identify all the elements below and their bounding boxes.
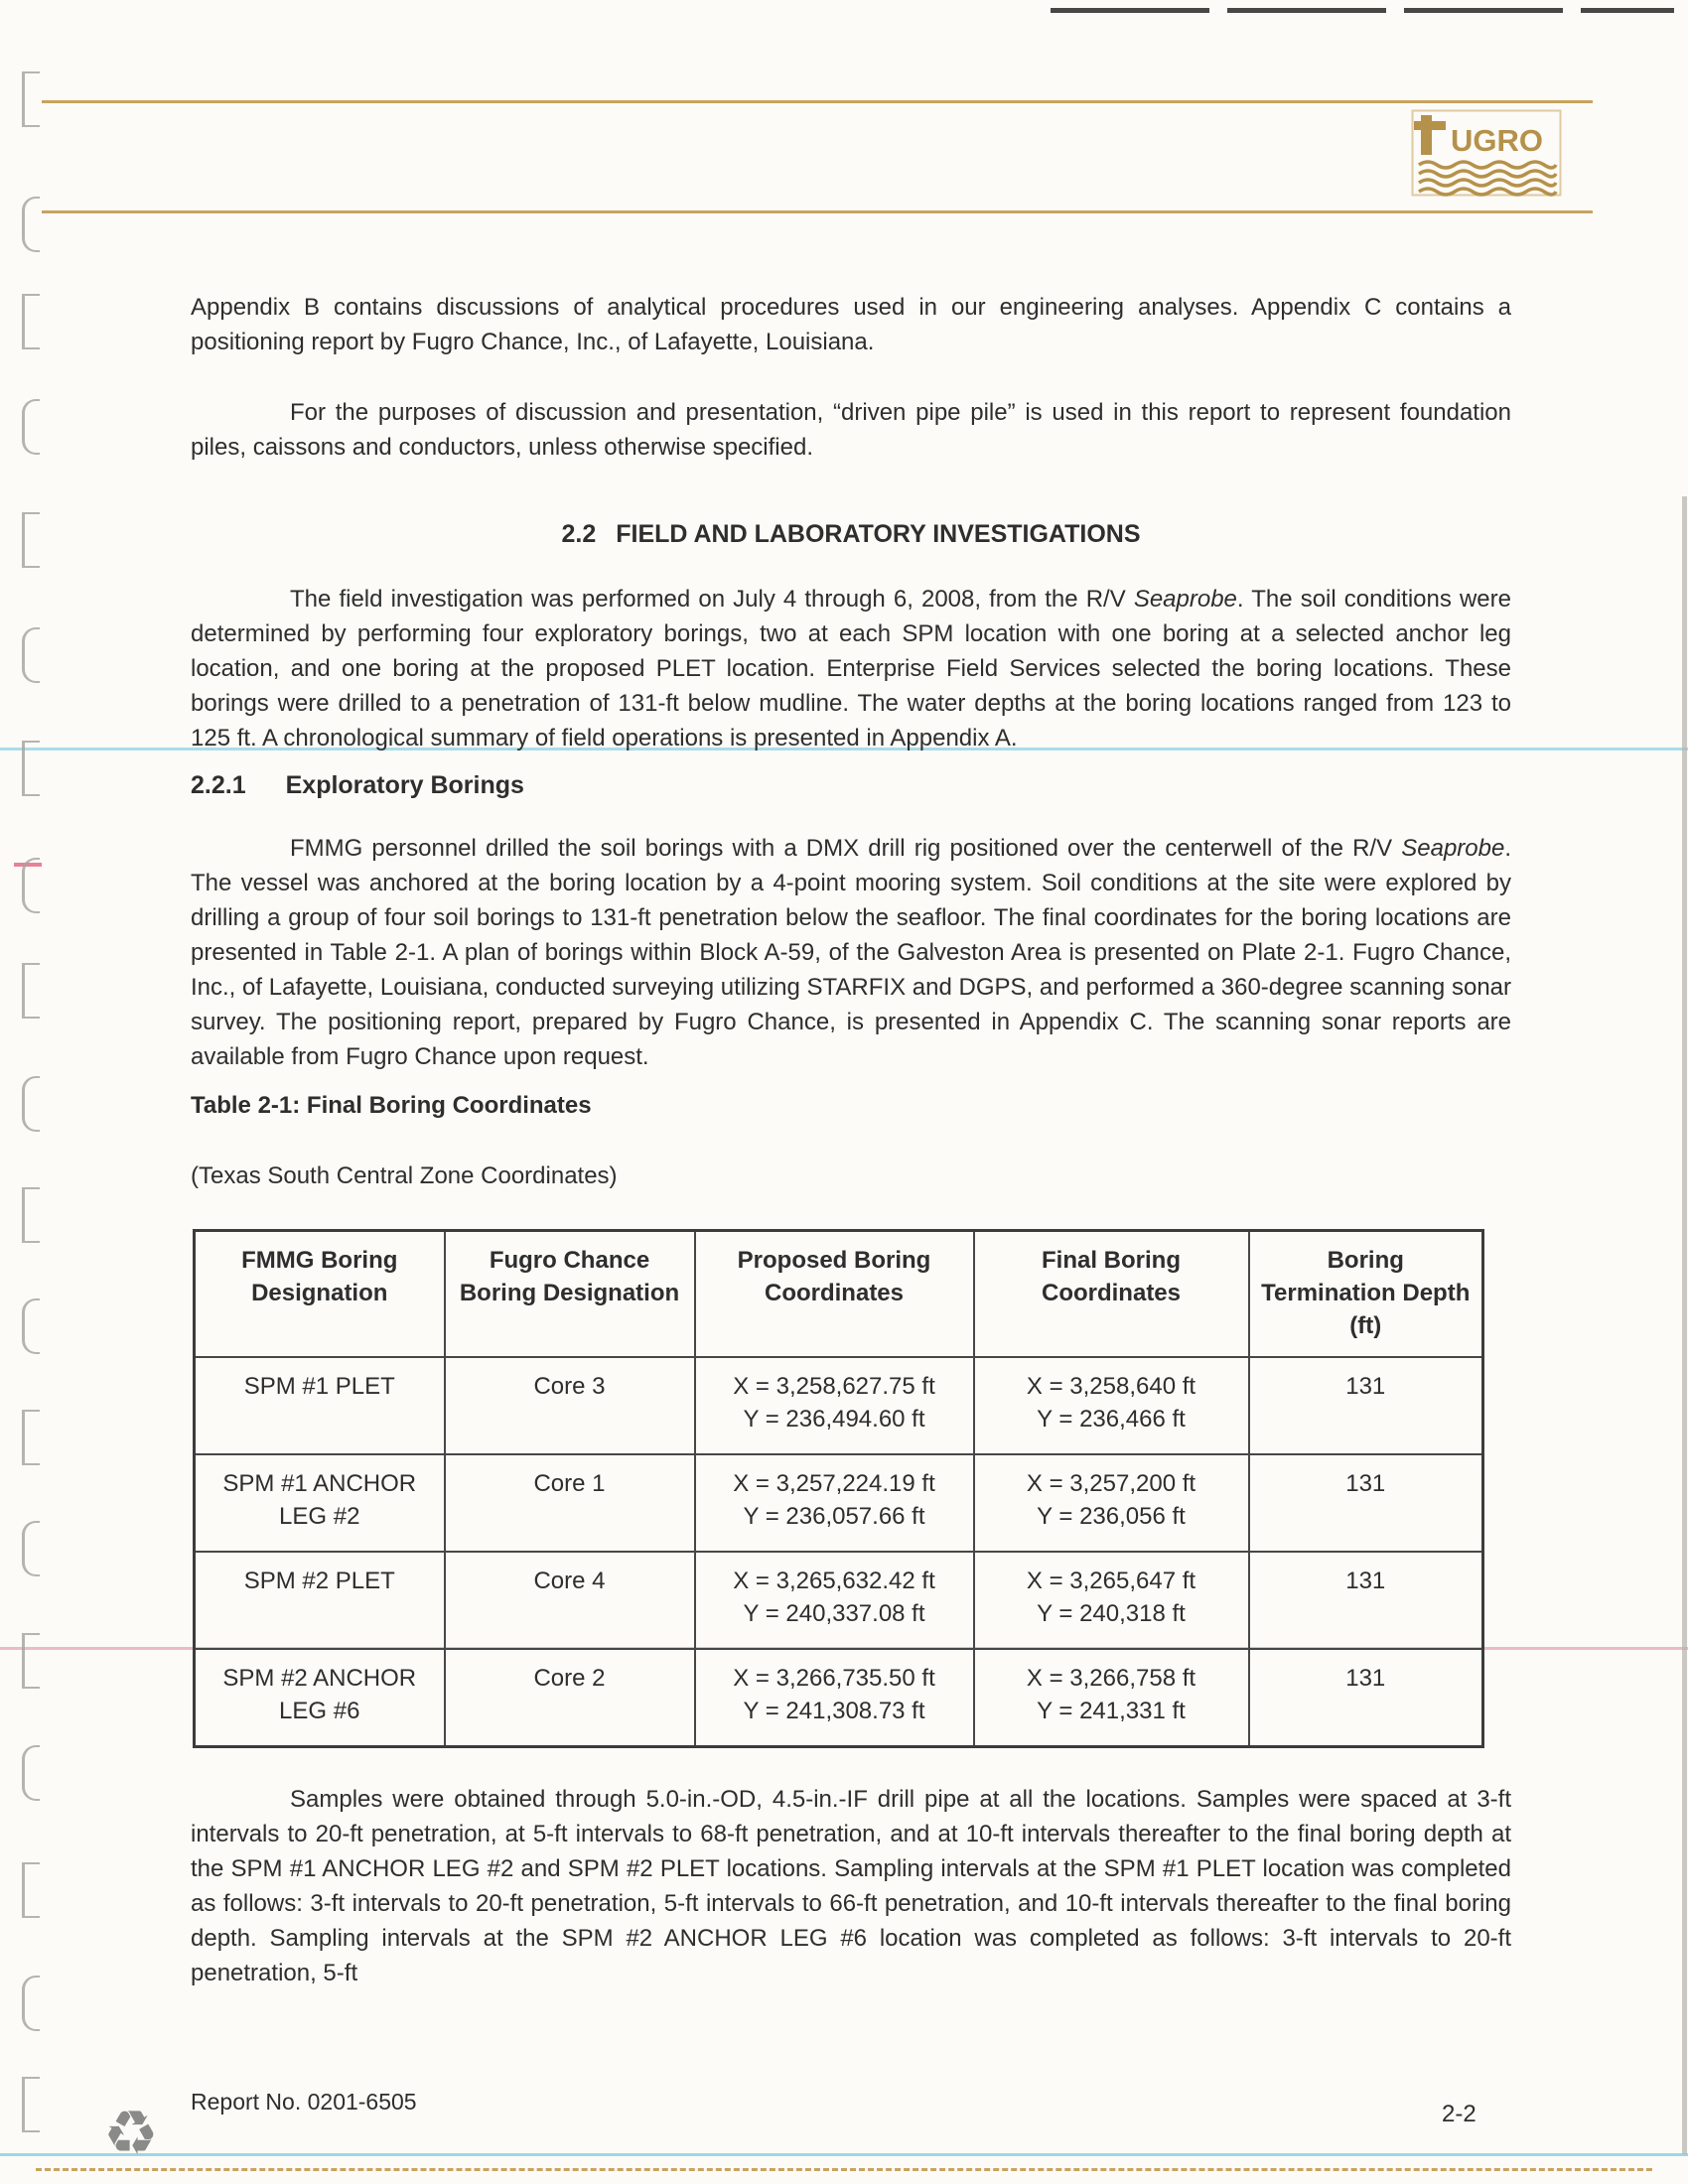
table-header-row bbox=[195, 1231, 1483, 1358]
text-run: . The soil conditions were determined by performing four exploratory borings, two at each SPM location with one boring at a selected anchor leg location, and one boring at the proposed PLET location. Enterprise Field Services selected the boring locations. These borings were drilled to a penetration of 131-ft below mudline. The water depths at the boring locations ranged from 123 to 125 ft. A chronological summary of field operations is presented in Appendix A. bbox=[191, 586, 1511, 751]
binder-mark bbox=[22, 197, 40, 252]
coord-y: Y = 236,057.66 ft bbox=[743, 1503, 925, 1530]
table-row-spm2-plet bbox=[195, 1552, 1483, 1649]
subsection-title: Exploratory Borings bbox=[285, 771, 524, 799]
cell-fugro: Core 3 bbox=[445, 1357, 695, 1454]
scan-artifact-top-line bbox=[1051, 8, 1674, 13]
boring-coordinates-table bbox=[193, 1229, 1484, 1748]
cell-depth: 131 bbox=[1249, 1357, 1483, 1454]
coord-y: Y = 236,494.60 ft bbox=[743, 1406, 925, 1433]
col-header-fmmg-designation: FMMG Boring Designation bbox=[195, 1231, 445, 1358]
cell-fugro: Core 2 bbox=[445, 1649, 695, 1747]
paragraph-exploratory-borings bbox=[191, 831, 1511, 1074]
cell-final-coords bbox=[974, 1552, 1249, 1649]
binder-mark bbox=[22, 1410, 40, 1465]
vessel-name: Seaprobe bbox=[1133, 586, 1237, 613]
coord-y: Y = 241,308.73 ft bbox=[743, 1698, 925, 1724]
text-run: FMMG personnel drilled the soil borings with a DMX drill rig positioned over the centerwell of the R/V bbox=[290, 835, 1402, 862]
binder-mark bbox=[22, 294, 40, 349]
table-row-spm1-anchor bbox=[195, 1454, 1483, 1552]
binder-mark bbox=[22, 741, 40, 796]
binder-mark bbox=[22, 858, 40, 913]
binder-mark bbox=[22, 71, 40, 127]
coord-y: Y = 236,466 ft bbox=[1037, 1406, 1186, 1433]
col-header-fugro-designation: Fugro Chance Boring Designation bbox=[445, 1231, 695, 1358]
coord-y: Y = 240,337.08 ft bbox=[743, 1600, 925, 1627]
coord-y: Y = 236,056 ft bbox=[1037, 1503, 1186, 1530]
scan-artifact-blue-line-bottom bbox=[0, 2153, 1688, 2156]
binder-mark bbox=[22, 1633, 40, 1689]
paragraph-appendices: Appendix B contains discussions of analytical procedures used in our engineering analyses. Appendix C contains a positioning report by Fugro Chance, Inc., of Lafayette, Louisiana. bbox=[191, 294, 1511, 355]
section-heading-2-2 bbox=[191, 520, 1511, 549]
cell-fmmg: SPM #1 ANCHOR LEG #2 bbox=[195, 1454, 445, 1552]
col-header-termination-depth: Boring Termination Depth (ft) bbox=[1249, 1231, 1483, 1358]
table-title: Table 2-1: Final Boring Coordinates bbox=[191, 1092, 592, 1119]
cell-final-coords bbox=[974, 1649, 1249, 1747]
col-header-proposed-coordinates: Proposed Boring Coordinates bbox=[695, 1231, 974, 1358]
recycle-icon: ♻︎ bbox=[103, 2097, 159, 2169]
coord-y: Y = 241,331 ft bbox=[1037, 1698, 1186, 1724]
fugro-logo-icon bbox=[1411, 109, 1562, 197]
cell-fmmg: SPM #1 PLET bbox=[195, 1357, 445, 1454]
table-row-spm1-plet bbox=[195, 1357, 1483, 1454]
binder-mark bbox=[22, 1187, 40, 1243]
cell-fugro: Core 1 bbox=[445, 1454, 695, 1552]
binder-mark bbox=[22, 963, 40, 1019]
binder-mark bbox=[22, 1976, 40, 2031]
cell-depth: 131 bbox=[1249, 1552, 1483, 1649]
cell-final-coords bbox=[974, 1454, 1249, 1552]
binder-mark bbox=[22, 399, 40, 455]
binder-mark bbox=[22, 512, 40, 568]
cell-proposed-coords bbox=[695, 1552, 974, 1649]
paragraph-samples: Samples were obtained through 5.0-in.-OD, 4.5-in.-IF drill pipe at all the locations. Samples were spaced at 3-ft intervals to 20-ft penetration, at 5-ft intervals to 68-ft penetration, and at 10-ft intervals thereafter to the final boring depth at the SPM #1 ANCHOR LEG #2 and SPM #2 PLET locations. Sampling intervals at the SPM #1 PLET location was completed as follows: 3-ft intervals to 20-ft penetration, 5-ft intervals to 66-ft penetration, and 10-ft intervals thereafter to the final boring depth. Sampling intervals at the SPM #2 ANCHOR LEG #6 location was completed as follows: 3-ft intervals to 20-ft penetration, 5-ft bbox=[191, 1786, 1511, 1986]
page-edge-shadow bbox=[1682, 496, 1687, 2154]
report-number: Report No. 0201-6505 bbox=[191, 2089, 417, 2115]
coord-x: X = 3,265,647 ft bbox=[1026, 1568, 1196, 1594]
table-subtitle: (Texas South Central Zone Coordinates) bbox=[191, 1162, 618, 1189]
binder-mark bbox=[22, 1862, 40, 1918]
text-run: . The vessel was anchored at the boring location by a 4-point mooring system. Soil conditions at the site were explored by drilling a group of four soil borings to 131-ft penetration below the seafloor. The final coordinates for the boring locations are presented in Table 2-1. A plan of borings within Block A-59, of the Galveston Area is presented on Plate 2-1. Fugro Chance, Inc., of Lafayette, Louisiana, conducted surveying utilizing STARFIX and DGPS, and performed a 360-degree scanning sonar survey. The positioning report, prepared by Fugro Chance, is presented in Appendix C. The scanning sonar reports are available from Fugro Chance upon request. bbox=[191, 835, 1511, 1070]
cell-proposed-coords bbox=[695, 1357, 974, 1454]
section-title: FIELD AND LABORATORY INVESTIGATIONS bbox=[616, 520, 1141, 548]
paragraph-pipe-pile: For the purposes of discussion and presentation, “driven pipe pile” is used in this report to represent foundation piles, caissons and conductors, unless otherwise specified. bbox=[191, 399, 1511, 461]
coord-x: X = 3,266,758 ft bbox=[1026, 1665, 1196, 1692]
section-number: 2.2 bbox=[561, 520, 597, 548]
footer-rule bbox=[36, 2168, 1652, 2171]
coord-x: X = 3,266,735.50 ft bbox=[733, 1665, 935, 1692]
coord-y: Y = 240,318 ft bbox=[1037, 1600, 1186, 1627]
binder-mark bbox=[22, 627, 40, 683]
header-rule-bottom bbox=[42, 210, 1593, 213]
coord-x: X = 3,258,627.75 ft bbox=[733, 1373, 935, 1400]
cell-depth: 131 bbox=[1249, 1454, 1483, 1552]
fugro-logo bbox=[1411, 109, 1562, 197]
paragraph-field-investigation bbox=[191, 582, 1511, 755]
document-body bbox=[191, 290, 1511, 1990]
coord-x: X = 3,265,632.42 ft bbox=[733, 1568, 935, 1594]
cell-fmmg: SPM #2 PLET bbox=[195, 1552, 445, 1649]
col-header-final-coordinates: Final Boring Coordinates bbox=[974, 1231, 1249, 1358]
subsection-number: 2.2.1 bbox=[191, 771, 246, 799]
page-number: 2-2 bbox=[1442, 2101, 1477, 2127]
binder-mark bbox=[22, 1298, 40, 1354]
coord-x: X = 3,257,224.19 ft bbox=[733, 1470, 935, 1497]
binder-mark bbox=[22, 2077, 40, 2132]
cell-proposed-coords bbox=[695, 1649, 974, 1747]
fugro-logo-text: UGRO bbox=[1451, 123, 1543, 158]
subsection-heading-2-2-1 bbox=[191, 771, 1511, 800]
cell-fmmg: SPM #2 ANCHOR LEG #6 bbox=[195, 1649, 445, 1747]
cell-fugro: Core 4 bbox=[445, 1552, 695, 1649]
cell-proposed-coords bbox=[695, 1454, 974, 1552]
cell-depth: 131 bbox=[1249, 1649, 1483, 1747]
header-rule-top bbox=[42, 100, 1593, 103]
coord-x: X = 3,257,200 ft bbox=[1026, 1470, 1196, 1497]
table-row-spm2-anchor bbox=[195, 1649, 1483, 1747]
vessel-name: Seaprobe bbox=[1401, 835, 1505, 862]
binder-mark bbox=[22, 1521, 40, 1576]
cell-final-coords bbox=[974, 1357, 1249, 1454]
coord-x: X = 3,258,640 ft bbox=[1026, 1373, 1196, 1400]
binder-mark bbox=[22, 1076, 40, 1132]
binder-mark bbox=[22, 1745, 40, 1801]
text-run: The field investigation was performed on July 4 through 6, 2008, from the R/V bbox=[290, 586, 1134, 613]
